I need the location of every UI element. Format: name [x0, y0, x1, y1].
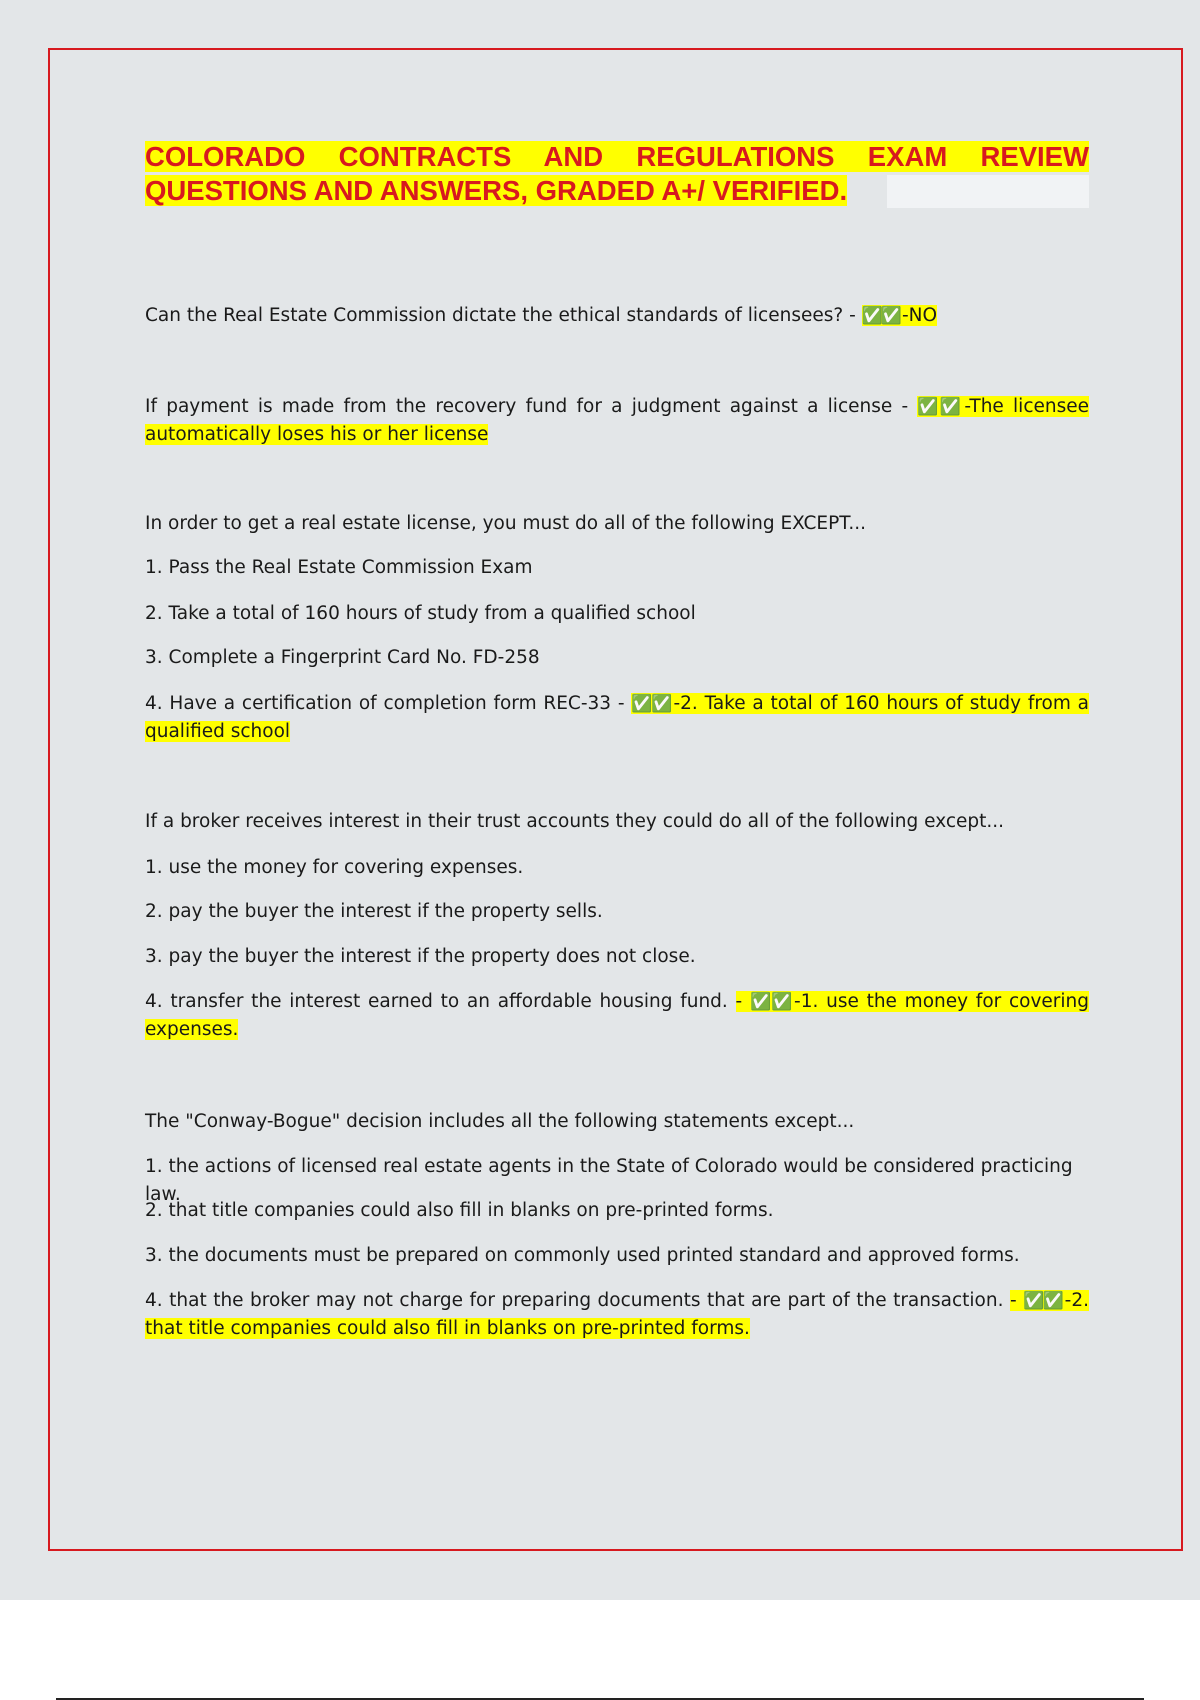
question-1-text: Can the Real Estate Commission dictate the ethical standards of licensees? -	[145, 305, 862, 326]
answer-4-text: -1. use the money for covering expenses.	[145, 991, 1090, 1040]
question-2-text: If payment is made from the recovery fund for a judgment against a license -	[145, 396, 918, 417]
question-5-option-3: 3. the documents must be prepared on commonly used printed standard and approved forms.	[145, 1245, 1020, 1266]
double-check-icon: ✅✅	[861, 306, 900, 326]
answer-3-text: -2. Take a total of 160 hours of study from a qualified school	[145, 693, 1089, 742]
question-4-option-3: 3. pay the buyer the interest if the property does not close.	[145, 946, 696, 967]
question-3-option-4: 4. Have a certification of completion form REC-33 - ✅✅ -2. Take a total of 160 hours of study from a qualified school	[145, 693, 1089, 742]
question-2	[145, 393, 1089, 449]
question-1	[145, 302, 1089, 330]
question-3-option-2: 2. Take a total of 160 hours of study from a qualified school	[145, 603, 696, 624]
question-4-option-1: 1. use the money for covering expenses.	[145, 857, 524, 878]
title-line-2: QUESTIONS AND ANSWERS, GRADED A+/ VERIFIED.	[145, 175, 848, 206]
question-3-text: In order to get a real estate license, you must do all of the following EXCEPT...	[145, 513, 866, 534]
question-5-option-4: 4. that the broker may not charge for preparing documents that are part of the transaction. - ✅✅ -2. that title companies could also fill in blanks on pre-printed forms.	[145, 1290, 1089, 1339]
double-check-icon: ✅✅	[631, 694, 672, 714]
title-line-1: COLORADO CONTRACTS AND REGULATIONS EXAM REVIEW	[145, 141, 1089, 172]
answer-2-text: -The licensee automatically loses his or her license	[145, 396, 1089, 445]
question-5-option-2: 2. that title companies could also fill in blanks on pre-printed forms.	[145, 1200, 774, 1221]
double-check-icon: ✅✅	[917, 397, 963, 417]
answer-1	[862, 305, 937, 326]
question-5-option-1: 1. the actions of licensed real estate agents in the State of Colorado would be considered practicing law.	[145, 1156, 1073, 1205]
question-3-option-3: 3. Complete a Fingerprint Card No. FD-258	[145, 647, 540, 668]
question-5-text: The "Conway-Bogue" decision includes all the following statements except...	[145, 1111, 855, 1132]
question-3-option-1: 1. Pass the Real Estate Commission Exam	[145, 557, 533, 578]
answer-1-text: -NO	[901, 305, 938, 326]
double-check-icon: ✅✅	[749, 992, 793, 1012]
answer-5-text: -2. that title companies could also fill in blanks on pre-printed forms.	[145, 1290, 1089, 1339]
question-4-option-2: 2. pay the buyer the interest if the property sells.	[145, 901, 603, 922]
document-title	[145, 140, 1089, 208]
answer-4: - ✅✅ -1. use the money for covering expenses.	[145, 991, 1090, 1040]
question-4-text: If a broker receives interest in their trust accounts they could do all of the following except...	[145, 811, 1005, 832]
question-4-option-4: 4. transfer the interest earned to an affordable housing fund. - ✅✅ -1. use the money for covering expenses.	[145, 991, 1090, 1040]
double-check-icon: ✅✅	[1023, 1291, 1063, 1311]
answer-5: - ✅✅ -2. that title companies could also fill in blanks on pre-printed forms.	[145, 1290, 1089, 1339]
